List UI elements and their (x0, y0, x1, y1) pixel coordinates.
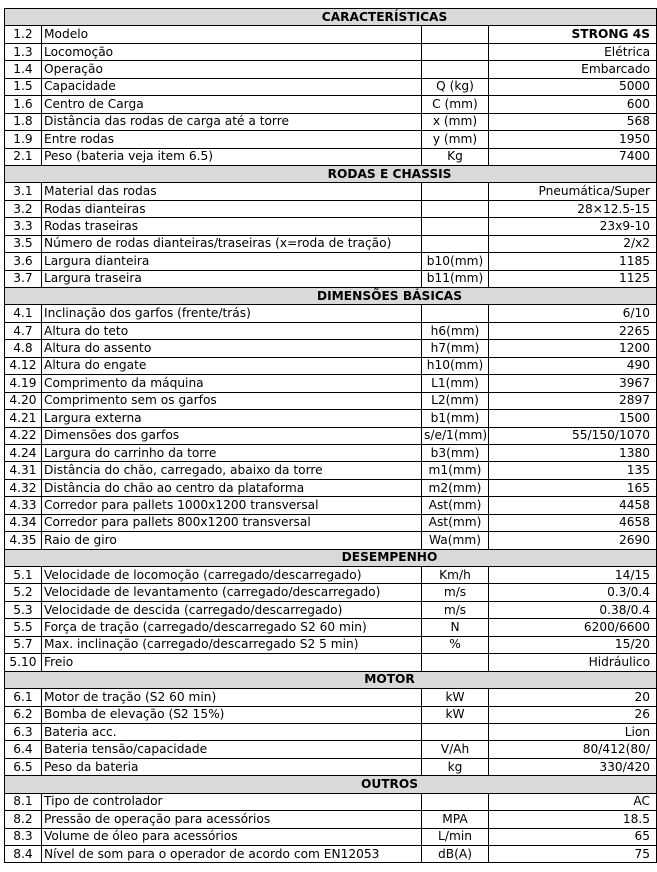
item-number: 1.3 (5, 43, 42, 60)
item-number: 1.4 (5, 61, 42, 78)
spec-label: Distância do chão ao centro da plataforma (42, 479, 422, 496)
spec-value: 1185 (489, 253, 657, 270)
spec-label: Max. inclinação (carregado/descarregado S2 5 min) (42, 636, 422, 653)
spec-row (5, 200, 657, 217)
spec-label: Velocidade de descida (carregado/descarregado) (42, 601, 422, 618)
item-number: 1.9 (5, 131, 42, 148)
spec-row (5, 43, 657, 60)
spec-label: Velocidade de locomoção (carregado/descarregado) (42, 567, 422, 584)
spec-unit: b11(mm) (422, 270, 489, 287)
spec-unit: Km/h (422, 567, 489, 584)
spec-value: 20 (489, 689, 657, 706)
spec-value: 1125 (489, 270, 657, 287)
spec-row (5, 357, 657, 374)
item-number: 6.1 (5, 689, 42, 706)
spec-label: Rodas traseiras (42, 218, 422, 235)
spec-row (5, 532, 657, 549)
spec-row (5, 479, 657, 496)
spec-label: Altura do engate (42, 357, 422, 374)
item-number: 4.24 (5, 444, 42, 461)
spec-unit: Wa(mm) (422, 532, 489, 549)
spec-row (5, 758, 657, 775)
section-header-row (5, 288, 657, 305)
spec-label: Inclinação dos garfos (frente/trás) (42, 305, 422, 322)
spec-unit: b1(mm) (422, 410, 489, 427)
spec-value: 4458 (489, 497, 657, 514)
spec-value: 3967 (489, 375, 657, 392)
spec-value: 65 (489, 828, 657, 845)
spec-value: 23x9-10 (489, 218, 657, 235)
spec-label: Bateria acc. (42, 723, 422, 740)
spec-row (5, 78, 657, 95)
spec-label: Distância das rodas de carga até a torre (42, 113, 422, 130)
spec-value: 7400 (489, 148, 657, 165)
spec-row (5, 654, 657, 671)
spec-label: Altura do teto (42, 322, 422, 339)
spec-row (5, 61, 657, 78)
spec-value: 6/10 (489, 305, 657, 322)
item-number: 2.1 (5, 148, 42, 165)
spec-value: 330/420 (489, 758, 657, 775)
item-number: 1.6 (5, 96, 42, 113)
spec-unit: s/e/1(mm) (422, 427, 489, 444)
spec-value: Embarcado (489, 61, 657, 78)
spec-unit: x (mm) (422, 113, 489, 130)
spec-value: 0.3/0.4 (489, 584, 657, 601)
spec-label: Material das rodas (42, 183, 422, 200)
item-number: 3.2 (5, 200, 42, 217)
spec-row (5, 427, 657, 444)
item-number: 3.3 (5, 218, 42, 235)
spec-value: STRONG 4S (489, 26, 657, 43)
spec-row (5, 619, 657, 636)
spec-value: 80/412(80/ (489, 741, 657, 758)
section-header-row (5, 549, 657, 566)
spec-value: 2690 (489, 532, 657, 549)
item-number: 5.1 (5, 567, 42, 584)
spec-unit (422, 723, 489, 740)
spec-label: Largura externa (42, 410, 422, 427)
spec-unit (422, 218, 489, 235)
spec-value: 5000 (489, 78, 657, 95)
spec-unit (422, 654, 489, 671)
spec-label: Tipo de controlador (42, 793, 422, 810)
spec-label: Largura traseira (42, 270, 422, 287)
spec-row (5, 601, 657, 618)
spec-label: Operação (42, 61, 422, 78)
spec-label: Peso da bateria (42, 758, 422, 775)
spec-value: 165 (489, 479, 657, 496)
spec-value: 75 (489, 846, 657, 863)
spec-unit: b10(mm) (422, 253, 489, 270)
item-number: 6.4 (5, 741, 42, 758)
spec-row (5, 514, 657, 531)
spec-value: 15/20 (489, 636, 657, 653)
spec-label: Entre rodas (42, 131, 422, 148)
spec-row (5, 689, 657, 706)
section-title: CARACTERÍSTICAS (5, 9, 657, 26)
item-number: 4.21 (5, 410, 42, 427)
spec-unit: MPA (422, 811, 489, 828)
spec-row (5, 131, 657, 148)
spec-unit: L1(mm) (422, 375, 489, 392)
spec-unit: Kg (422, 148, 489, 165)
item-number: 4.20 (5, 392, 42, 409)
spec-unit: h6(mm) (422, 322, 489, 339)
spec-row (5, 706, 657, 723)
spec-value: 135 (489, 462, 657, 479)
item-number: 8.4 (5, 846, 42, 863)
spec-unit: kW (422, 689, 489, 706)
item-number: 4.12 (5, 357, 42, 374)
spec-unit: % (422, 636, 489, 653)
spec-unit: Ast(mm) (422, 514, 489, 531)
spec-unit: C (mm) (422, 96, 489, 113)
spec-value: Lion (489, 723, 657, 740)
spec-unit: b3(mm) (422, 444, 489, 461)
spec-table (4, 8, 657, 863)
spec-row (5, 410, 657, 427)
spec-value: 1950 (489, 131, 657, 148)
spec-value: 0.38/0.4 (489, 601, 657, 618)
item-number: 4.22 (5, 427, 42, 444)
spec-label: Força de tração (carregado/descarregado S2 60 min) (42, 619, 422, 636)
item-number: 6.3 (5, 723, 42, 740)
spec-unit: m/s (422, 584, 489, 601)
spec-row (5, 584, 657, 601)
spec-label: Centro de Carga (42, 96, 422, 113)
item-number: 3.5 (5, 235, 42, 252)
spec-unit (422, 235, 489, 252)
spec-label: Nível de som para o operador de acordo com EN12053 (42, 846, 422, 863)
spec-label: Rodas dianteiras (42, 200, 422, 217)
spec-row (5, 235, 657, 252)
section-title: DESEMPENHO (5, 549, 657, 566)
section-title: DIMENSÕES BÁSICAS (5, 288, 657, 305)
spec-value: Hidráulico (489, 654, 657, 671)
spec-value: 1200 (489, 340, 657, 357)
spec-value: 568 (489, 113, 657, 130)
spec-value: 28×12.5-15 (489, 200, 657, 217)
spec-row (5, 846, 657, 863)
spec-unit: L/min (422, 828, 489, 845)
spec-value: Pneumática/Super (489, 183, 657, 200)
item-number: 8.2 (5, 811, 42, 828)
spec-row (5, 444, 657, 461)
spec-unit: dB(A) (422, 846, 489, 863)
spec-label: Bateria tensão/capacidade (42, 741, 422, 758)
spec-row (5, 340, 657, 357)
spec-value: 2897 (489, 392, 657, 409)
section-title: RODAS E CHASSIS (5, 165, 657, 182)
spec-label: Largura do carrinho da torre (42, 444, 422, 461)
item-number: 4.8 (5, 340, 42, 357)
spec-unit (422, 200, 489, 217)
spec-label: Distância do chão, carregado, abaixo da torre (42, 462, 422, 479)
spec-row (5, 723, 657, 740)
spec-value: 55/150/1070 (489, 427, 657, 444)
item-number: 5.3 (5, 601, 42, 618)
spec-unit: m2(mm) (422, 479, 489, 496)
spec-label: Freio (42, 654, 422, 671)
spec-unit: Q (kg) (422, 78, 489, 95)
spec-label: Comprimento da máquina (42, 375, 422, 392)
spec-unit: y (mm) (422, 131, 489, 148)
item-number: 4.33 (5, 497, 42, 514)
spec-row (5, 567, 657, 584)
spec-label: Volume de óleo para acessórios (42, 828, 422, 845)
item-number: 3.6 (5, 253, 42, 270)
spec-unit: h7(mm) (422, 340, 489, 357)
item-number: 8.3 (5, 828, 42, 845)
spec-label: Largura dianteira (42, 253, 422, 270)
spec-row (5, 183, 657, 200)
spec-value: 2265 (489, 322, 657, 339)
spec-row (5, 793, 657, 810)
spec-row (5, 828, 657, 845)
item-number: 5.5 (5, 619, 42, 636)
spec-unit: m1(mm) (422, 462, 489, 479)
spec-value: 2/x2 (489, 235, 657, 252)
spec-row (5, 218, 657, 235)
spec-value: 18.5 (489, 811, 657, 828)
spec-value: 1500 (489, 410, 657, 427)
spec-unit: h10(mm) (422, 357, 489, 374)
spec-label: Capacidade (42, 78, 422, 95)
spec-unit (422, 43, 489, 60)
spec-value: 1380 (489, 444, 657, 461)
spec-label: Raio de giro (42, 532, 422, 549)
section-header-row (5, 9, 657, 26)
spec-row (5, 462, 657, 479)
spec-unit: m/s (422, 601, 489, 618)
spec-label: Dimensões dos garfos (42, 427, 422, 444)
spec-table-body (5, 9, 657, 863)
spec-unit: kg (422, 758, 489, 775)
item-number: 4.31 (5, 462, 42, 479)
spec-label: Altura do assento (42, 340, 422, 357)
item-number: 4.7 (5, 322, 42, 339)
spec-unit: N (422, 619, 489, 636)
item-number: 3.1 (5, 183, 42, 200)
spec-label: Motor de tração (S2 60 min) (42, 689, 422, 706)
item-number: 5.7 (5, 636, 42, 653)
item-number: 4.19 (5, 375, 42, 392)
spec-value: 600 (489, 96, 657, 113)
spec-unit (422, 305, 489, 322)
spec-label: Comprimento sem os garfos (42, 392, 422, 409)
section-title: MOTOR (5, 671, 657, 688)
spec-unit (422, 26, 489, 43)
item-number: 4.34 (5, 514, 42, 531)
spec-label: Número de rodas dianteiras/traseiras (x=roda de tração) (42, 235, 422, 252)
spec-label: Locomoção (42, 43, 422, 60)
spec-value: AC (489, 793, 657, 810)
section-header-row (5, 776, 657, 793)
item-number: 1.8 (5, 113, 42, 130)
spec-value: 490 (489, 357, 657, 374)
spec-row (5, 392, 657, 409)
spec-value: 14/15 (489, 567, 657, 584)
section-header-row (5, 671, 657, 688)
spec-row (5, 253, 657, 270)
item-number: 6.5 (5, 758, 42, 775)
spec-label: Modelo (42, 26, 422, 43)
item-number: 4.32 (5, 479, 42, 496)
item-number: 6.2 (5, 706, 42, 723)
item-number: 5.2 (5, 584, 42, 601)
spec-row (5, 811, 657, 828)
item-number: 5.10 (5, 654, 42, 671)
spec-label: Corredor para pallets 800x1200 transversal (42, 514, 422, 531)
spec-label: Bomba de elevação (S2 15%) (42, 706, 422, 723)
section-title: OUTROS (5, 776, 657, 793)
spec-row (5, 26, 657, 43)
spec-unit (422, 793, 489, 810)
spec-unit: kW (422, 706, 489, 723)
spec-value: Elétrica (489, 43, 657, 60)
spec-label: Velocidade de levantamento (carregado/descarregado) (42, 584, 422, 601)
spec-label: Corredor para pallets 1000x1200 transversal (42, 497, 422, 514)
spec-unit: L2(mm) (422, 392, 489, 409)
spec-row (5, 375, 657, 392)
spec-row (5, 113, 657, 130)
spec-unit (422, 61, 489, 78)
item-number: 1.2 (5, 26, 42, 43)
spec-row (5, 741, 657, 758)
item-number: 3.7 (5, 270, 42, 287)
spec-value: 26 (489, 706, 657, 723)
spec-value: 4658 (489, 514, 657, 531)
section-header-row (5, 165, 657, 182)
spec-unit: V/Ah (422, 741, 489, 758)
spec-row (5, 497, 657, 514)
item-number: 4.35 (5, 532, 42, 549)
spec-row (5, 305, 657, 322)
spec-row (5, 96, 657, 113)
spec-label: Peso (bateria veja item 6.5) (42, 148, 422, 165)
spec-unit: Ast(mm) (422, 497, 489, 514)
spec-label: Pressão de operação para acessórios (42, 811, 422, 828)
spec-row (5, 270, 657, 287)
spec-row (5, 322, 657, 339)
spec-value: 6200/6600 (489, 619, 657, 636)
item-number: 4.1 (5, 305, 42, 322)
item-number: 8.1 (5, 793, 42, 810)
spec-unit (422, 183, 489, 200)
spec-row (5, 148, 657, 165)
item-number: 1.5 (5, 78, 42, 95)
spec-row (5, 636, 657, 653)
